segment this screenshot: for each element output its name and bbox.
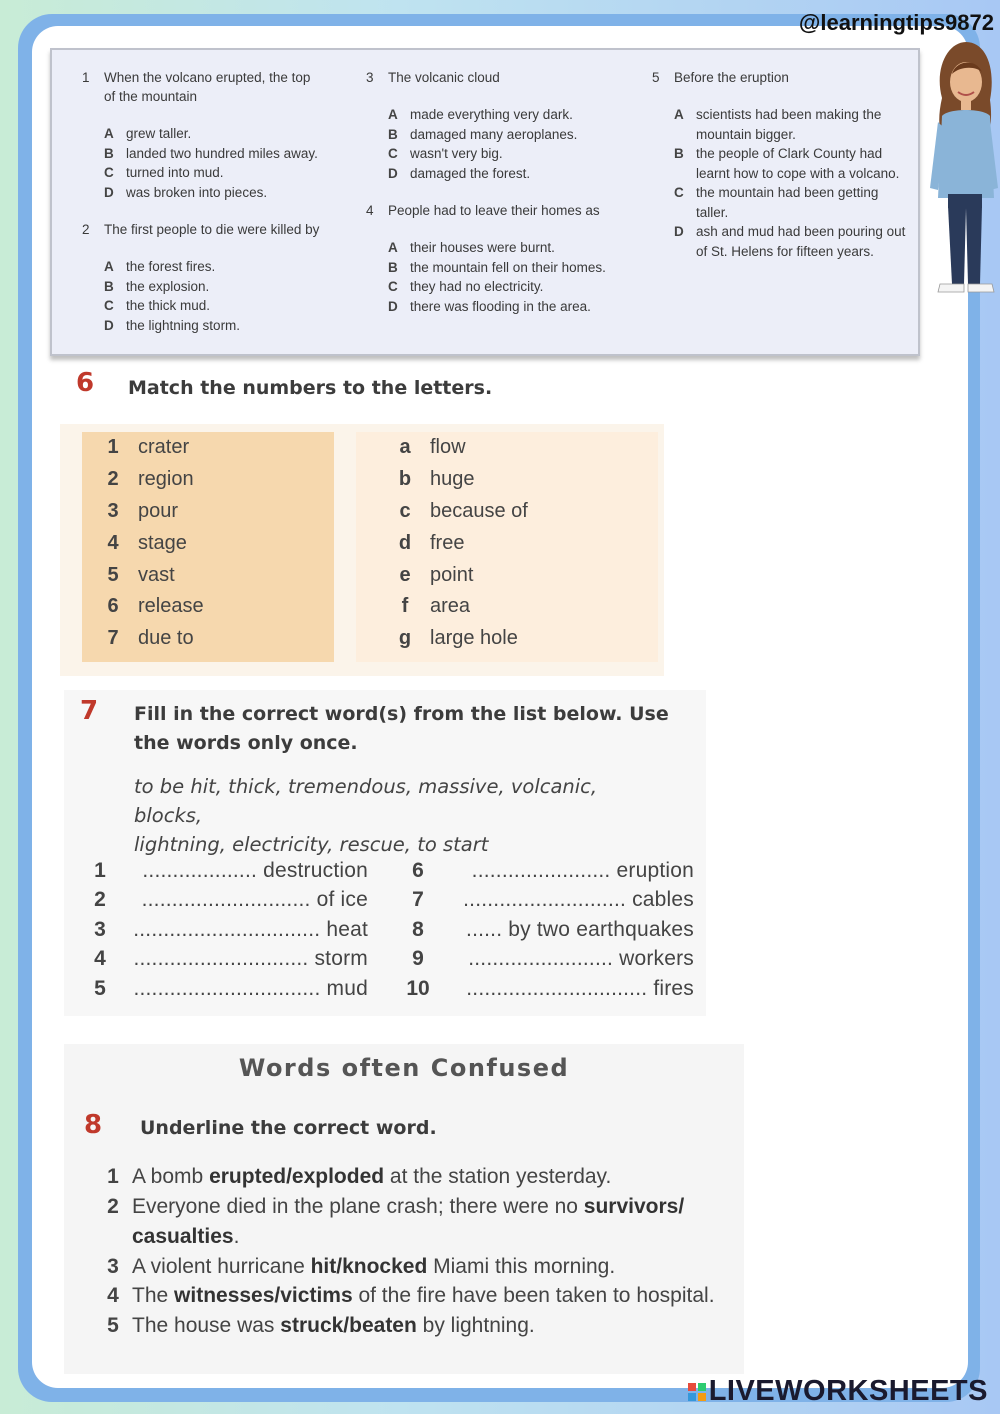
option[interactable]: D ash and mud had been pouring out of St. Helens for fifteen years. — [674, 224, 906, 259]
question-3: 3 The volcanic cloud A made everything very dark. B damaged many aeroplanes. C wasn't very big. D damaged the forest. — [366, 68, 616, 183]
option[interactable]: D there was flooding in the area. — [388, 298, 591, 314]
exercise-7-number: 7 — [80, 696, 99, 726]
word-choice[interactable]: erupted/exploded — [209, 1165, 385, 1188]
section-title: Words often Confused — [238, 1054, 570, 1082]
fill-item[interactable]: 10 .............................. fires — [406, 976, 694, 1000]
question-5: 5 Before the eruption A scientists had been making the mountain bigger. B the people of Clark County had learnt how to cope with a volcano. C the mountain had been getting taller. D ash and mud had been pouring out of St. Helens for fifteen years. — [652, 68, 908, 261]
option[interactable]: C they had no electricity. — [388, 279, 544, 294]
option[interactable]: B landed two hundred miles away. — [104, 145, 318, 161]
match-left-item[interactable]: 3 pour — [107, 499, 179, 522]
question-2: 2 The first people to die were killed by A the forest fires. B the explosion. C the thick mud. D the lightning storm. — [82, 220, 322, 335]
match-right-item[interactable]: f area — [401, 595, 471, 618]
word-choice[interactable]: struck/beaten — [280, 1314, 417, 1337]
liveworksheets-logo: LIVEWORKSHEETS — [688, 1375, 988, 1408]
option[interactable]: B damaged many aeroplanes. — [388, 126, 578, 142]
option[interactable]: C turned into mud. — [104, 165, 224, 180]
option[interactable]: D was broken into pieces. — [104, 184, 268, 200]
matching-left-column — [82, 432, 334, 662]
fill-item[interactable]: 6 ....................... eruption — [412, 858, 694, 882]
underline-item[interactable]: 3 A violent hurricane hit/knocked Miami this morning. — [107, 1255, 616, 1278]
exercise-6-title: Match the numbers to the letters. — [128, 377, 493, 399]
exercise-7-title-line-1: Fill in the correct word(s) from the list below. Use — [134, 703, 669, 725]
match-right-item[interactable]: g large hole — [398, 627, 518, 650]
matching-right-column — [356, 432, 658, 662]
fill-item[interactable]: 4 ............................. storm — [94, 947, 368, 971]
question-column-3 — [652, 68, 908, 279]
option[interactable]: A the forest fires. — [104, 259, 216, 274]
underline-item[interactable]: 2 Everyone died in the plane crash; there were no survivors/ casualties. — [107, 1195, 685, 1248]
option[interactable]: C the thick mud. — [104, 298, 211, 313]
word-choice[interactable]: survivors/ casualties — [132, 1195, 685, 1248]
option[interactable]: D the lightning storm. — [104, 317, 241, 333]
comprehension-questions-box — [50, 48, 920, 356]
match-right-item[interactable]: e point — [399, 563, 474, 586]
word-choice[interactable]: witnesses/victims — [174, 1284, 353, 1307]
match-left-item[interactable]: 6 release — [107, 595, 204, 618]
option[interactable]: B the mountain fell on their homes. — [388, 259, 606, 275]
option[interactable]: C the mountain had been getting taller. — [674, 185, 879, 220]
match-left-item[interactable]: 1 crater — [107, 436, 190, 459]
match-left-item[interactable]: 5 vast — [107, 563, 175, 586]
exercise-8-number: 8 — [84, 1110, 103, 1140]
option[interactable]: A grew taller. — [104, 126, 192, 141]
option[interactable]: A scientists had been making the mountain bigger. — [674, 107, 882, 142]
match-right-item[interactable]: b huge — [398, 468, 475, 491]
exercise-8-title: Underline the correct word. — [140, 1117, 437, 1139]
exercise-7-title-line-2: the words only once. — [134, 732, 358, 754]
option[interactable]: B the explosion. — [104, 278, 210, 294]
match-left-item[interactable]: 7 due to — [107, 627, 194, 650]
fill-column-left — [78, 856, 368, 1004]
match-right-item[interactable]: d free — [398, 531, 465, 554]
fill-item[interactable]: 2 ............................ of ice — [94, 888, 368, 912]
fill-item[interactable]: 8 ...... by two earthquakes — [412, 917, 694, 941]
fill-item[interactable]: 3 ............................... heat — [94, 917, 368, 941]
fill-column-right — [396, 856, 694, 1004]
match-right-item[interactable]: a flow — [399, 436, 466, 459]
option[interactable]: A made everything very dark. — [388, 107, 573, 122]
word-choice[interactable]: hit/knocked — [310, 1255, 428, 1278]
question-column-1 — [82, 68, 322, 353]
exercise-6-number: 6 — [76, 368, 95, 398]
creator-handle: @learningtips9872 — [798, 10, 994, 35]
fill-item[interactable]: 1 ................... destruction — [94, 858, 368, 882]
question-4: 4 People had to leave their homes as A their houses were burnt. B the mountain fell on their homes. C they had no electricity. D there was flooding in the area. — [366, 201, 616, 316]
brand-squares-icon — [688, 1383, 706, 1401]
question-column-2 — [366, 68, 616, 334]
question-1: 1 When the volcano erupted, the top of the mountain A grew taller. B landed two hundred miles away. C turned into mud. D was broken into pieces. — [82, 68, 322, 202]
match-right-item[interactable]: c because of — [399, 499, 528, 522]
teacher-avatar-icon — [928, 38, 1000, 298]
option[interactable]: C wasn't very big. — [388, 146, 503, 161]
match-left-item[interactable]: 4 stage — [107, 531, 187, 554]
match-left-item[interactable]: 2 region — [107, 468, 194, 491]
word-list: to be hit, thick, tremendous, massive, volcanic, blocks, lightning, electricity, rescue, to start — [134, 775, 598, 856]
option[interactable]: A their houses were burnt. — [388, 240, 555, 255]
underline-item[interactable]: 1 A bomb erupted/exploded at the station yesterday. — [107, 1165, 612, 1188]
underline-item[interactable]: 4 The witnesses/victims of the fire have been taken to hospital. — [107, 1284, 715, 1307]
fill-item[interactable]: 9 ........................ workers — [412, 947, 694, 971]
underline-item[interactable]: 5 The house was struck/beaten by lightning. — [107, 1314, 535, 1337]
option[interactable]: D damaged the forest. — [388, 165, 531, 181]
option[interactable]: B the people of Clark County had learnt how to cope with a volcano. — [674, 146, 900, 181]
fill-item[interactable]: 5 ............................... mud — [94, 976, 368, 1000]
fill-item[interactable]: 7 ........................... cables — [412, 888, 694, 912]
